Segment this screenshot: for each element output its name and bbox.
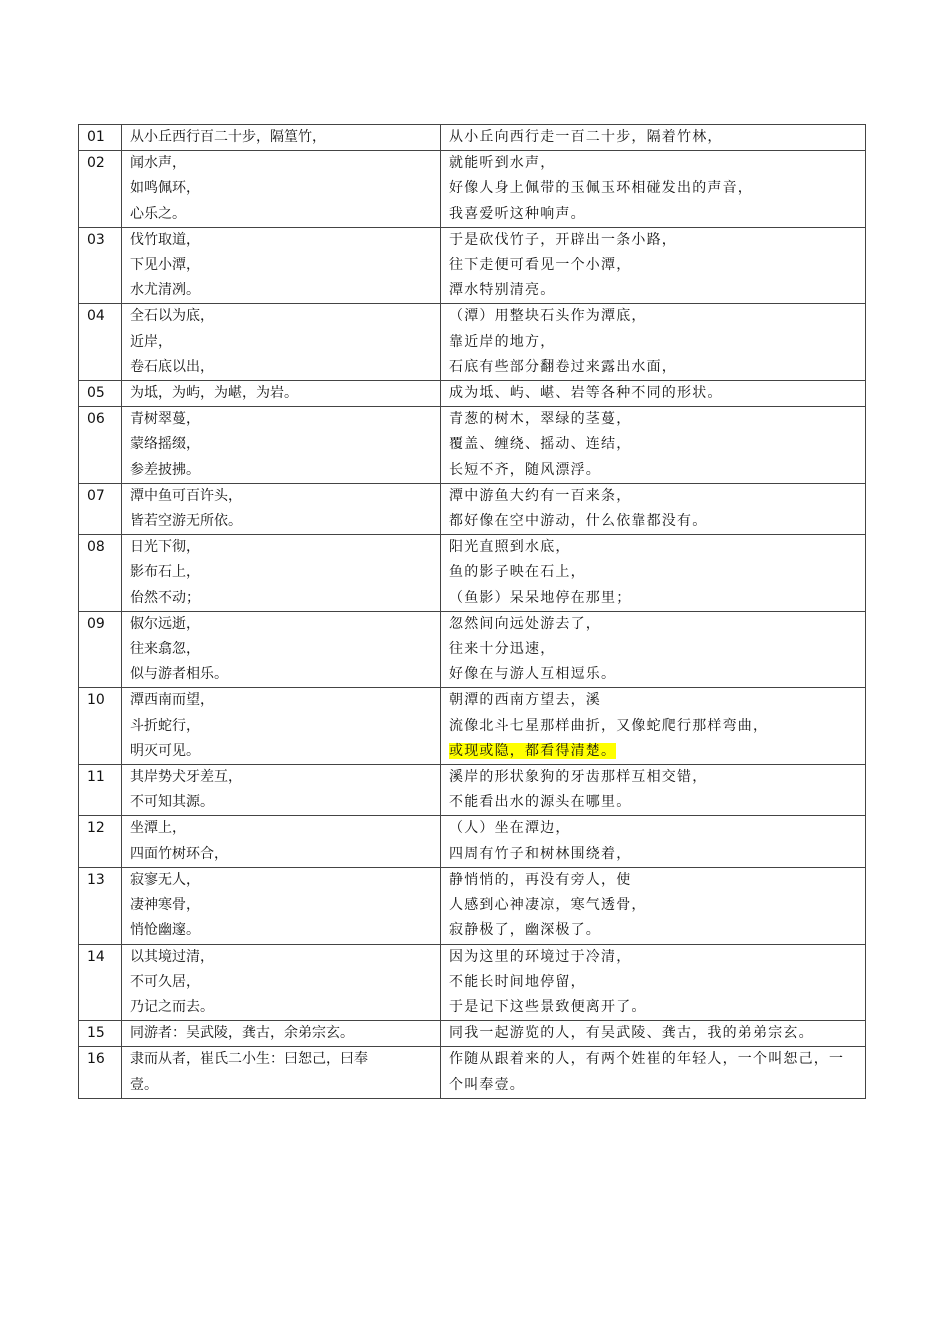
- original-line: 明灭可见。: [130, 742, 200, 759]
- row-number: 01: [79, 125, 122, 151]
- table-row: [79, 688, 866, 765]
- original-text-cell: [122, 944, 441, 1021]
- translation-line: 好像人身上佩带的玉佩玉环相碰发出的声音，: [449, 180, 753, 197]
- original-text-cell: [122, 867, 441, 944]
- translation-text-cell: [441, 1021, 866, 1047]
- translation-line: 四周有竹子和树林围绕着，: [449, 845, 632, 862]
- original-line: 凄神寒骨，: [130, 897, 200, 914]
- translation-line: 长短不齐，随风漂浮。: [449, 461, 601, 478]
- original-line: 近岸，: [130, 333, 172, 350]
- translation-line: （潭）用整块石头作为潭底，: [449, 308, 647, 325]
- translation-line: 我喜爱听这种响声。: [449, 205, 586, 222]
- table-row: [79, 765, 866, 816]
- original-line: 同游者：吴武陵，龚古，余弟宗玄。: [130, 1025, 354, 1042]
- translation-line: 靠近岸的地方，: [449, 333, 556, 350]
- table-row: [79, 151, 866, 228]
- translation-text-cell: [441, 483, 866, 534]
- original-line: 佁然不动；: [130, 589, 200, 606]
- row-number: 13: [79, 867, 122, 944]
- translation-line: 潭中游鱼大约有一百来条，: [449, 487, 632, 504]
- translation-line: 青葱的树木，翠绿的茎蔓，: [449, 411, 632, 428]
- original-text-cell: [122, 535, 441, 612]
- original-text-cell: [122, 125, 441, 151]
- original-line: 潭西南而望，: [130, 692, 214, 709]
- original-text-cell: [122, 483, 441, 534]
- translation-text-cell: [441, 381, 866, 407]
- original-line: 斗折蛇行，: [130, 717, 200, 734]
- original-line: 悄怆幽邃。: [130, 922, 200, 939]
- translation-line: 朝潭的西南方望去，溪: [449, 692, 601, 709]
- translation-line: 溪岸的形状象狗的牙齿那样互相交错，: [449, 769, 708, 786]
- table-row: [79, 1021, 866, 1047]
- table-row: [79, 483, 866, 534]
- translation-line: 覆盖、缠绕、摇动、连结，: [449, 436, 632, 453]
- row-number: 09: [79, 611, 122, 688]
- original-text-cell: [122, 816, 441, 867]
- original-text-cell: [122, 1021, 441, 1047]
- original-line: 如鸣佩环，: [130, 180, 200, 197]
- translation-text-cell: [441, 304, 866, 381]
- translation-line: 石底有些部分翻卷过来露出水面，: [449, 358, 677, 375]
- original-line: 皆若空游无所依。: [130, 513, 242, 530]
- original-text-cell: [122, 304, 441, 381]
- original-line: 参差披拂。: [130, 461, 200, 478]
- translation-line: 作随从跟着来的人，有两个姓崔的年轻人，一个叫恕己，一: [449, 1051, 845, 1068]
- translation-line: 往下走便可看见一个小潭，: [449, 257, 632, 274]
- original-line: 影布石上，: [130, 564, 200, 581]
- translation-line: 个叫奉壹。: [449, 1076, 525, 1093]
- original-line: 乃记之而去。: [130, 998, 214, 1015]
- original-line: 下见小潭，: [130, 257, 200, 274]
- original-line: 似与游者相乐。: [130, 666, 228, 683]
- translation-text-cell: [441, 151, 866, 228]
- translation-text-cell: [441, 535, 866, 612]
- original-line: 青树翠蔓，: [130, 411, 200, 428]
- translation-line: 往来十分迅速，: [449, 641, 556, 658]
- translation-line: （鱼影）呆呆地停在那里；: [449, 589, 632, 606]
- row-number: 08: [79, 535, 122, 612]
- highlighted-text: 或现或隐，都看得清楚。: [449, 742, 617, 759]
- translation-line: 鱼的影子映在石上，: [449, 564, 586, 581]
- original-line: 水尤清冽。: [130, 282, 200, 299]
- original-text-cell: [122, 765, 441, 816]
- translation-line: [449, 739, 857, 764]
- translation-text-cell: [441, 816, 866, 867]
- translation-line: 寂静极了，幽深极了。: [449, 922, 601, 939]
- original-line: 为坻，为屿，为嵁，为岩。: [130, 385, 298, 402]
- original-line: 以其境过清，: [130, 948, 214, 965]
- original-line: 卷石底以出，: [130, 358, 214, 375]
- translation-line: 静悄悄的，再没有旁人，使: [449, 871, 632, 888]
- translation-text-cell: [441, 125, 866, 151]
- table-row: [79, 816, 866, 867]
- original-text-cell: [122, 227, 441, 304]
- row-number: 12: [79, 816, 122, 867]
- translation-text-cell: [441, 688, 866, 765]
- original-line: 不可知其源。: [130, 794, 214, 811]
- original-line: 往来翕忽，: [130, 641, 200, 658]
- translation-text-cell: [441, 944, 866, 1021]
- translation-line: 于是记下这些景致便离开了。: [449, 998, 647, 1015]
- table-row: [79, 407, 866, 484]
- translation-table: [78, 124, 866, 1099]
- translation-line: 阳光直照到水底，: [449, 539, 571, 556]
- translation-line: 忽然间向远处游去了，: [449, 615, 601, 632]
- translation-line: 因为这里的环境过于冷清，: [449, 948, 632, 965]
- original-line: 从小丘西行百二十步，隔篁竹，: [130, 129, 326, 145]
- translation-text-cell: [441, 227, 866, 304]
- row-number: 02: [79, 151, 122, 228]
- translation-line: 于是砍伐竹子，开辟出一条小路，: [449, 231, 677, 248]
- original-line: 四面竹树环合，: [130, 845, 228, 862]
- translation-text-cell: [441, 611, 866, 688]
- row-number: 04: [79, 304, 122, 381]
- table-row: [79, 867, 866, 944]
- table-row: [79, 125, 866, 151]
- row-number: 07: [79, 483, 122, 534]
- translation-table-body: [79, 125, 866, 1099]
- row-number: 16: [79, 1047, 122, 1098]
- original-line: 坐潭上，: [130, 820, 186, 837]
- translation-line: 成为坻、屿、嵁、岩等各种不同的形状。: [449, 385, 723, 402]
- translation-line: 就能听到水声，: [449, 155, 556, 172]
- table-row: [79, 227, 866, 304]
- translation-line: 流像北斗七星那样曲折，又像蛇爬行那样弯曲，: [449, 717, 769, 734]
- translation-line: 潭水特别清亮。: [449, 282, 556, 299]
- original-line: 寂寥无人，: [130, 871, 200, 888]
- table-row: [79, 381, 866, 407]
- original-line: 壹。: [130, 1076, 158, 1093]
- table-row: [79, 1047, 866, 1098]
- row-number: 06: [79, 407, 122, 484]
- original-line: 闻水声，: [130, 155, 186, 172]
- original-line: 俶尔远逝，: [130, 615, 200, 632]
- translation-line: 都好像在空中游动，什么依靠都没有。: [449, 513, 708, 530]
- row-number: 15: [79, 1021, 122, 1047]
- translation-text-cell: [441, 407, 866, 484]
- original-text-cell: [122, 381, 441, 407]
- original-text-cell: [122, 407, 441, 484]
- translation-line: 不能看出水的源头在哪里。: [449, 794, 632, 811]
- original-line: 蒙络摇缀，: [130, 436, 200, 453]
- original-text-cell: [122, 1047, 441, 1098]
- translation-text-cell: [441, 867, 866, 944]
- original-line: 心乐之。: [130, 205, 186, 222]
- translation-line: 不能长时间地停留，: [449, 973, 586, 990]
- row-number: 05: [79, 381, 122, 407]
- table-row: [79, 944, 866, 1021]
- original-line: 不可久居，: [130, 973, 200, 990]
- table-row: [79, 611, 866, 688]
- original-line: 日光下彻，: [130, 539, 200, 556]
- original-line: 全石以为底，: [130, 308, 214, 325]
- translation-line: 人感到心神凄凉，寒气透骨，: [449, 897, 647, 914]
- row-number: 14: [79, 944, 122, 1021]
- original-text-cell: [122, 611, 441, 688]
- row-number: 10: [79, 688, 122, 765]
- row-number: 11: [79, 765, 122, 816]
- row-number: 03: [79, 227, 122, 304]
- translation-line: 好像在与游人互相逗乐。: [449, 666, 617, 683]
- translation-line: 同我一起游览的人，有吴武陵、龚古，我的弟弟宗玄。: [449, 1025, 814, 1042]
- translation-text-cell: [441, 1047, 866, 1098]
- translation-line: （人）坐在潭边，: [449, 820, 571, 837]
- table-row: [79, 535, 866, 612]
- original-line: 潭中鱼可百许头，: [130, 487, 242, 504]
- original-line: 其岸势犬牙差互，: [130, 769, 242, 786]
- translation-text-cell: [441, 765, 866, 816]
- original-text-cell: [122, 688, 441, 765]
- original-line: 伐竹取道，: [130, 231, 200, 248]
- original-text-cell: [122, 151, 441, 228]
- table-row: [79, 304, 866, 381]
- original-line: 隶而从者，崔氏二小生：曰恕己，曰奉: [130, 1051, 368, 1068]
- translation-line: 从小丘向西行走一百二十步，隔着竹林，: [449, 129, 723, 145]
